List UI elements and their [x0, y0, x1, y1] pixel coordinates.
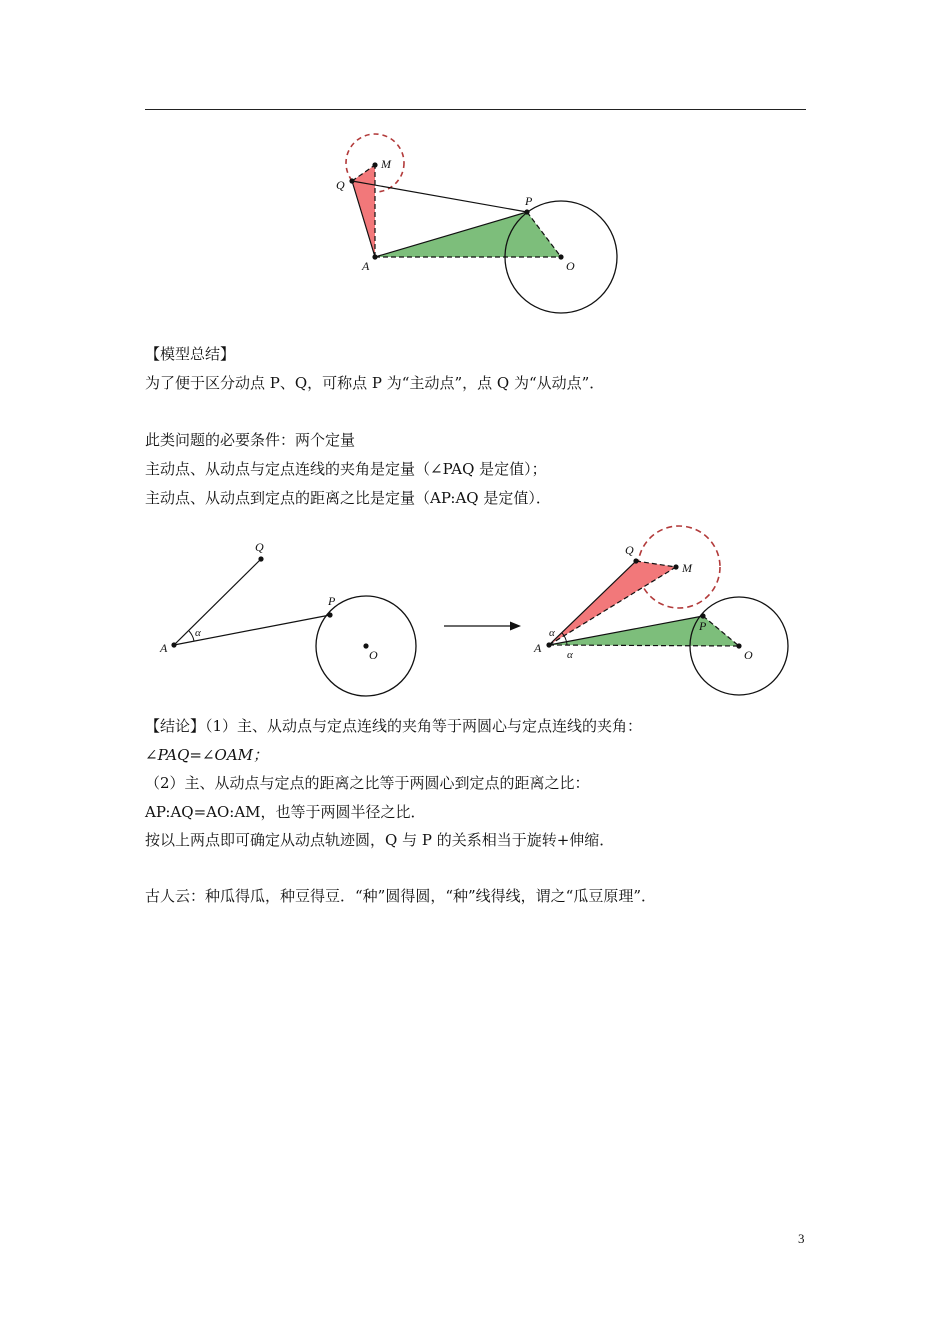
label-a: A — [534, 641, 542, 655]
label-p: P — [328, 594, 336, 608]
section-conclusion-1: 【结论】（1）主、从动点与定点连线的夹角等于两圆心与定点连线的夹角： — [145, 717, 643, 735]
label-q: Q — [625, 543, 634, 557]
transform-arrow — [440, 618, 525, 634]
figure-3 — [530, 518, 800, 700]
label-alpha-lower: α — [567, 649, 573, 661]
paragraph-rotation-scaling: 按以上两点即可确定从动点轨迹圆，Q 与 P 的关系相当于旋转+伸缩． — [145, 831, 615, 849]
paragraph-necessary-conditions: 此类问题的必要条件：两个定量 — [145, 431, 356, 449]
label-q: Q — [336, 178, 345, 192]
header-rule — [145, 109, 806, 110]
label-q: Q — [255, 540, 264, 554]
label-a: A — [362, 259, 370, 273]
label-a: A — [160, 641, 168, 655]
label-alpha-upper: α — [549, 627, 555, 639]
section-heading-model-summary: 【模型总结】 — [145, 345, 236, 363]
label-o: O — [744, 648, 753, 662]
label-o: O — [566, 259, 575, 273]
paragraph-ancient-saying: 古人云：种瓜得瓜，种豆得豆．“种”圆得圆，“种”线得线，谓之“瓜豆原理”． — [145, 887, 657, 905]
green-triangle — [375, 212, 561, 257]
label-p: P — [525, 194, 533, 208]
label-m: M — [682, 561, 692, 575]
formula-angle: ∠PAQ=∠OAM； — [145, 746, 269, 764]
figure-2 — [150, 530, 425, 700]
section-conclusion-2: （2）主、从动点与定点的距离之比等于两圆心到定点的距离之比： — [145, 774, 590, 792]
paragraph-active-passive-points: 为了便于区分动点 P、Q，可称点 P 为“主动点”，点 Q 为“从动点”． — [145, 374, 605, 392]
paragraph-condition-angle: 主动点、从动点与定点连线的夹角是定量（∠PAQ 是定值）； — [145, 460, 547, 478]
paragraph-condition-ratio: 主动点、从动点到定点的距离之比是定量（AP:AQ 是定值）． — [145, 489, 551, 507]
label-m: M — [381, 157, 391, 171]
page-number: 3 — [798, 1231, 805, 1246]
label-alpha: α — [195, 627, 201, 639]
figure-1 — [330, 130, 630, 315]
formula-ratio: AP:AQ=AO:AM，也等于两圆半径之比． — [145, 803, 426, 821]
label-o: O — [369, 648, 378, 662]
label-p: P — [699, 619, 707, 633]
